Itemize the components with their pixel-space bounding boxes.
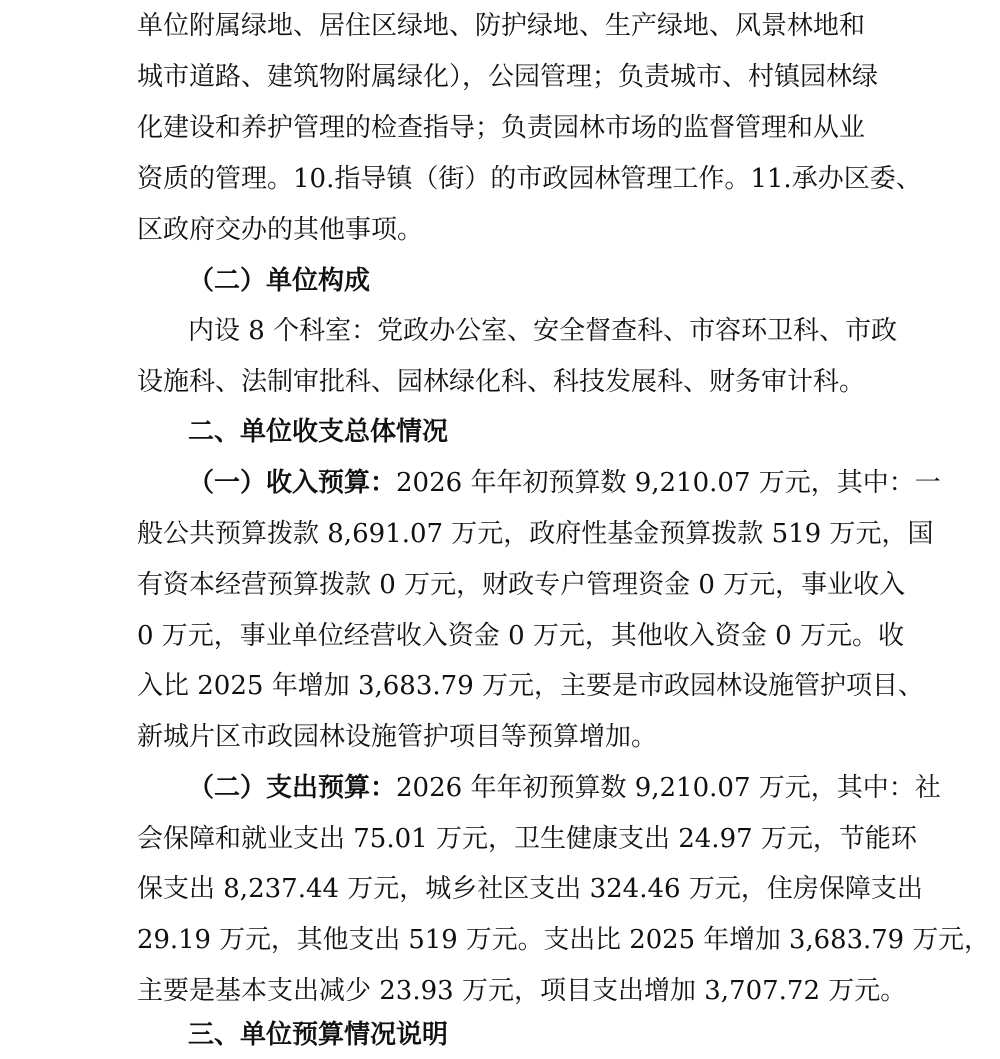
body-text-line: 主要是基本支出减少 23.93 万元，项目支出增加 3,707.72 万元。 (137, 976, 907, 1006)
body-text-line: 城市道路、建筑物附属绿化），公园管理；负责城市、村镇园林绿 (137, 62, 879, 92)
body-text-line: 资质的管理。10.指导镇（街）的市政园林管理工作。11.承办区委、 (137, 164, 922, 194)
body-text-line: 有资本经营预算拨款 0 万元，财政专户管理资金 0 万元，事业收入 (137, 570, 906, 600)
body-text-line: 区政府交办的其他事项。 (137, 215, 424, 245)
body-text-line: 入比 2025 年增加 3,683.79 万元，主要是市政园林设施管护项目、 (137, 671, 925, 701)
body-text-line: 般公共预算拨款 8,691.07 万元，政府性基金预算拨款 519 万元，国 (137, 519, 934, 549)
body-text-line: 设施科、法制审批科、园林绿化科、科技发展科、财务审计科。 (137, 367, 866, 397)
income-label: （一）收入预算： (188, 468, 397, 498)
section-heading: 二、单位收支总体情况 (188, 417, 449, 447)
income-text: 2026 年年初预算数 9,210.07 万元，其中：一 (396, 468, 941, 498)
income-paragraph-line (188, 466, 941, 500)
body-text-line: 新城片区市政园林设施管护项目等预算增加。 (137, 722, 658, 752)
section-heading: 三、单位预算情况说明 (188, 1020, 449, 1050)
body-text-line: 0 万元，事业单位经营收入资金 0 万元，其他收入资金 0 万元。收 (137, 621, 904, 651)
body-text-line: 29.19 万元，其他支出 519 万元。支出比 2025 年增加 3,683.79 万元， (137, 925, 990, 955)
expense-paragraph-line (188, 771, 941, 805)
expense-label: （二）支出预算： (188, 773, 397, 803)
body-text-line: 化建设和养护管理的检查指导；负责园林市场的监督管理和从业 (137, 113, 866, 143)
body-text-line: 保支出 8,237.44 万元，城乡社区支出 324.46 万元，住房保障支出 (137, 874, 923, 904)
expense-text: 2026 年年初预算数 9,210.07 万元，其中：社 (396, 773, 941, 803)
body-text-line: 内设 8 个科室：党政办公室、安全督查科、市容环卫科、市政 (188, 316, 898, 346)
subheading-unit-composition: （二）单位构成 (188, 266, 371, 296)
body-text-line: 会保障和就业支出 75.01 万元，卫生健康支出 24.97 万元，节能环 (137, 824, 917, 854)
body-text-line: 单位附属绿地、居住区绿地、防护绿地、生产绿地、风景林地和 (137, 11, 866, 41)
